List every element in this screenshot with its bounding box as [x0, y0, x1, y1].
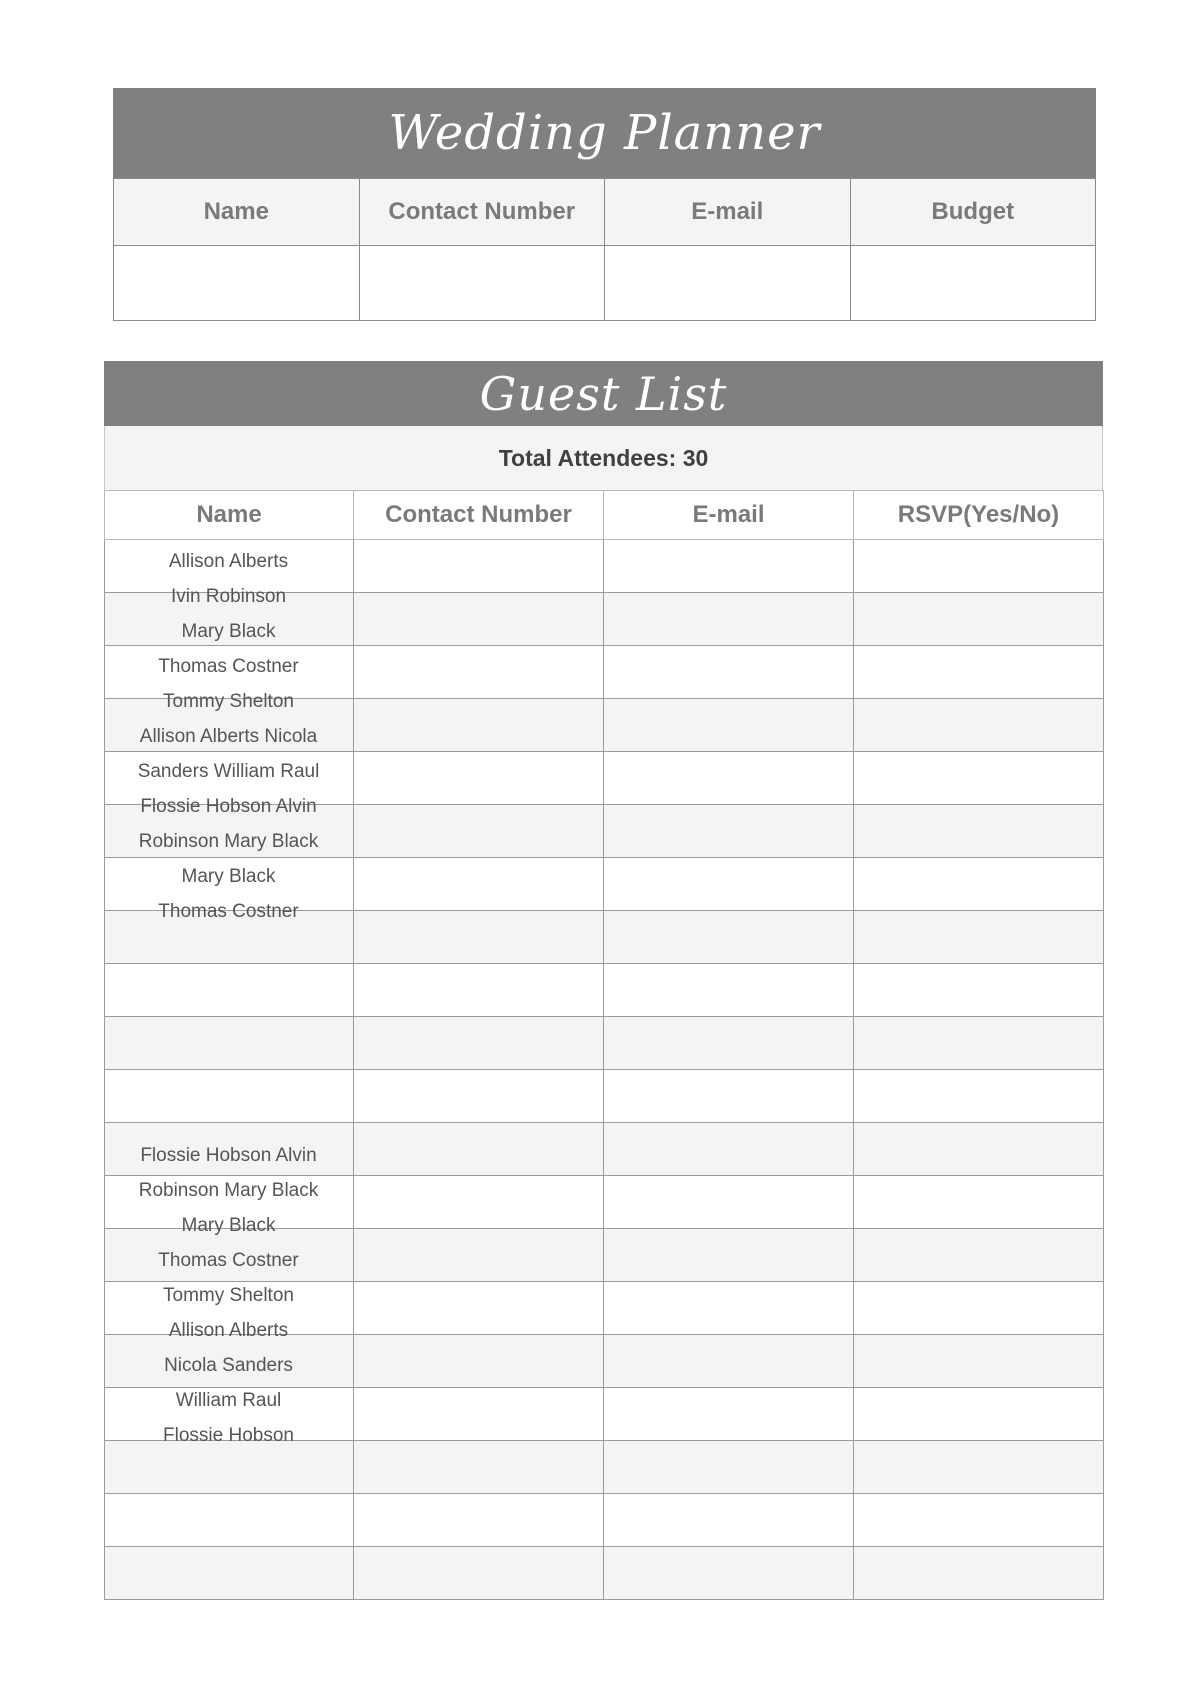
guest-email-cell[interactable]: [604, 858, 854, 911]
guest-rsvp-cell[interactable]: [854, 911, 1104, 964]
guest-rsvp-cell[interactable]: [854, 646, 1104, 699]
guest-name: Tommy Shelton: [163, 1285, 294, 1306]
guest-contact-cell[interactable]: [354, 858, 604, 911]
guest-name: Mary Black: [181, 621, 276, 642]
guest-contact-cell[interactable]: [354, 1388, 604, 1441]
guest-email-cell[interactable]: [604, 1494, 854, 1547]
guest-email-cell[interactable]: [604, 540, 854, 593]
guest-rsvp-cell[interactable]: [854, 1494, 1104, 1547]
guest-rsvp-cell[interactable]: [854, 1441, 1104, 1494]
guest-list-title: Guest List: [104, 361, 1103, 426]
guest-rsvp-cell[interactable]: [854, 699, 1104, 752]
guest-email-cell[interactable]: [604, 1441, 854, 1494]
guest-rsvp-cell[interactable]: [854, 1123, 1104, 1176]
guest-name: Allison Alberts: [168, 551, 289, 572]
guest-rsvp-cell[interactable]: [854, 1017, 1104, 1070]
guest-name: Allison Alberts Nicola: [139, 726, 318, 747]
guest-name: Flossie Hobson: [163, 1425, 294, 1446]
guest-name: Mary Black: [181, 1215, 276, 1236]
guest-rsvp-cell[interactable]: [854, 1176, 1104, 1229]
guest-email-cell[interactable]: [604, 1123, 854, 1176]
guest-contact-cell[interactable]: [354, 1282, 604, 1335]
guest-rsvp-cell[interactable]: [854, 593, 1104, 646]
guest-contact-cell[interactable]: [354, 1123, 604, 1176]
guest-name-cell[interactable]: [105, 1017, 354, 1070]
guest-email-cell[interactable]: [604, 1070, 854, 1123]
planner-header-contact: Contact Number: [359, 179, 605, 246]
wedding-planner-title: Wedding Planner: [113, 88, 1096, 178]
guest-name: Ivin Robinson: [170, 586, 287, 607]
guest-name-cell[interactable]: [105, 1070, 354, 1123]
guest-name: Nicola Sanders: [164, 1355, 293, 1376]
guest-contact-cell[interactable]: [354, 911, 604, 964]
guest-contact-cell[interactable]: [354, 1494, 604, 1547]
guest-email-cell[interactable]: [604, 752, 854, 805]
guest-email-cell[interactable]: [604, 593, 854, 646]
guest-row: [105, 964, 1104, 1017]
guest-rsvp-cell[interactable]: [854, 1547, 1104, 1600]
planner-table: [113, 178, 1096, 321]
guest-header-email: E-mail: [604, 491, 854, 540]
guest-rsvp-cell[interactable]: [854, 1388, 1104, 1441]
guest-contact-cell[interactable]: [354, 540, 604, 593]
guest-rsvp-cell[interactable]: [854, 1335, 1104, 1388]
guest-contact-cell[interactable]: [354, 1070, 604, 1123]
planner-email-cell[interactable]: [605, 246, 851, 321]
guest-contact-cell[interactable]: [354, 964, 604, 1017]
guest-rsvp-cell[interactable]: [854, 964, 1104, 1017]
guest-name: Allison Alberts: [168, 1320, 289, 1341]
guest-contact-cell[interactable]: [354, 646, 604, 699]
guest-rsvp-cell[interactable]: [854, 752, 1104, 805]
guest-name-cell[interactable]: [105, 1547, 354, 1600]
guest-email-cell[interactable]: [604, 1282, 854, 1335]
guest-name: Robinson Mary Black: [138, 831, 319, 852]
guest-email-cell[interactable]: [604, 1388, 854, 1441]
guest-name-cell[interactable]: [105, 1494, 354, 1547]
guest-email-cell[interactable]: [604, 964, 854, 1017]
guest-contact-cell[interactable]: [354, 752, 604, 805]
guest-rsvp-cell[interactable]: [854, 805, 1104, 858]
guest-name: Sanders William Raul: [137, 761, 320, 782]
guest-contact-cell[interactable]: [354, 699, 604, 752]
guest-contact-cell[interactable]: [354, 1176, 604, 1229]
guest-rsvp-cell[interactable]: [854, 1229, 1104, 1282]
planner-contact-cell[interactable]: [359, 246, 605, 321]
guest-name: Flossie Hobson Alvin: [140, 796, 317, 817]
guest-name: Thomas Costner: [158, 901, 299, 922]
guest-email-cell[interactable]: [604, 1176, 854, 1229]
planner-header-row: [114, 179, 1096, 246]
guest-contact-cell[interactable]: [354, 1335, 604, 1388]
guest-header-name: Name: [105, 491, 354, 540]
guest-rsvp-cell[interactable]: [854, 1282, 1104, 1335]
guest-contact-cell[interactable]: [354, 593, 604, 646]
planner-name-cell[interactable]: [114, 246, 360, 321]
guest-email-cell[interactable]: [604, 911, 854, 964]
guest-name: William Raul: [175, 1390, 282, 1411]
guest-name: Thomas Costner: [158, 1250, 299, 1271]
guest-contact-cell[interactable]: [354, 1441, 604, 1494]
guest-header-rsvp: RSVP(Yes/No): [854, 491, 1104, 540]
planner-header-email: E-mail: [605, 179, 851, 246]
guest-email-cell[interactable]: [604, 805, 854, 858]
guest-email-cell[interactable]: [604, 1017, 854, 1070]
guest-name: Flossie Hobson Alvin: [140, 1145, 317, 1166]
guest-contact-cell[interactable]: [354, 1547, 604, 1600]
guest-name: Mary Black: [181, 866, 276, 887]
guest-row: [105, 1547, 1104, 1600]
guest-contact-cell[interactable]: [354, 1017, 604, 1070]
planner-header-budget: Budget: [850, 179, 1096, 246]
guest-row: [105, 1070, 1104, 1123]
guest-header-contact: Contact Number: [354, 491, 604, 540]
guest-rsvp-cell[interactable]: [854, 858, 1104, 911]
guest-name: Robinson Mary Black: [138, 1180, 319, 1201]
guest-email-cell[interactable]: [604, 1547, 854, 1600]
guest-email-cell[interactable]: [604, 1335, 854, 1388]
guest-rsvp-cell[interactable]: [854, 1070, 1104, 1123]
planner-entry-row: [114, 246, 1096, 321]
guest-name: Thomas Costner: [158, 656, 299, 677]
total-attendees: Total Attendees: 30: [104, 426, 1103, 490]
planner-header-name: Name: [114, 179, 360, 246]
guest-contact-cell[interactable]: [354, 1229, 604, 1282]
guest-email-cell[interactable]: [604, 646, 854, 699]
guest-email-cell[interactable]: [604, 1229, 854, 1282]
guest-row: [105, 1017, 1104, 1070]
guest-contact-cell[interactable]: [354, 805, 604, 858]
guest-row: [105, 1494, 1104, 1547]
planner-budget-cell[interactable]: [850, 246, 1096, 321]
guest-email-cell[interactable]: [604, 699, 854, 752]
guest-name: Tommy Shelton: [163, 691, 294, 712]
guest-name-cell[interactable]: [105, 964, 354, 1017]
guest-rsvp-cell[interactable]: [854, 540, 1104, 593]
guest-header-row: [105, 491, 1104, 540]
